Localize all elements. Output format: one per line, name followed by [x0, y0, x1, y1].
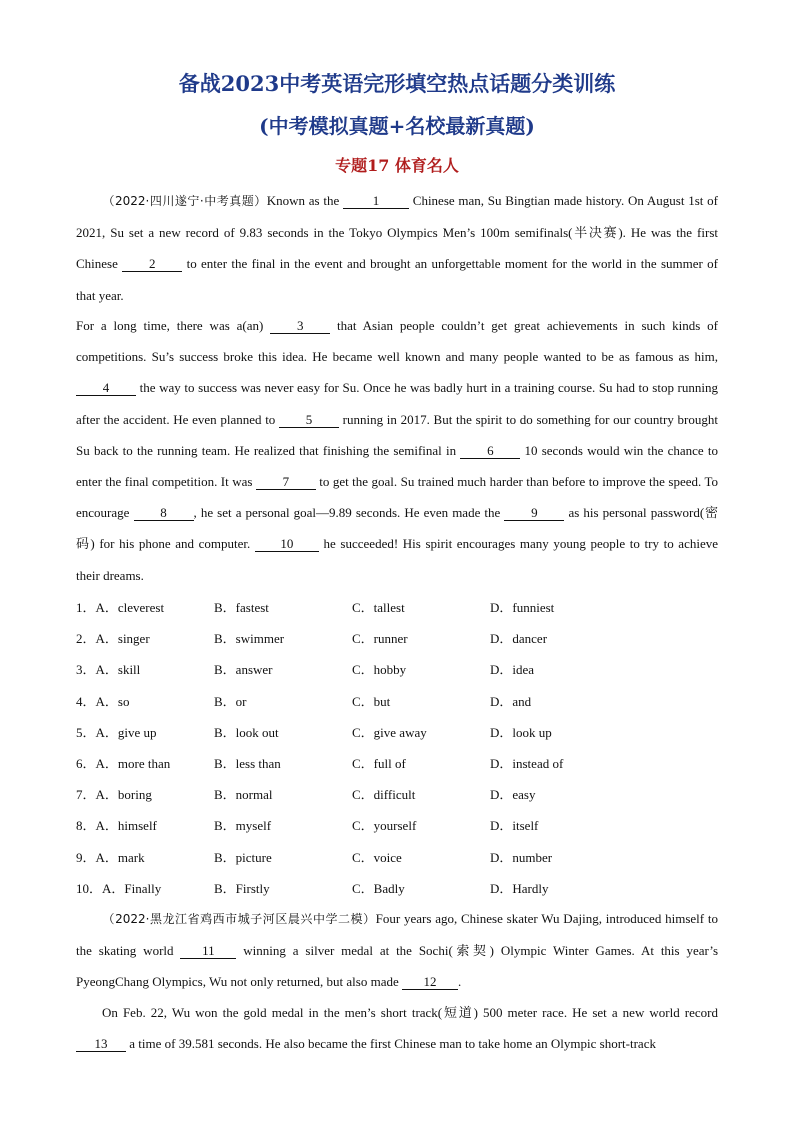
option-3-A[interactable]: 3．A．skill	[76, 662, 141, 678]
blank-2[interactable]: 2	[122, 257, 182, 272]
option-7-D[interactable]: D．easy	[490, 787, 536, 803]
option-5-B[interactable]: B．look out	[214, 724, 279, 740]
option-row-5	[76, 716, 718, 747]
blank-13[interactable]: 13	[76, 1037, 126, 1052]
passage1-paragraph1: （2022·四川遂宁·中考真题）Known as the 1 Chinese man, Su Bingtian made history. On August 1st of 2021, Su set a new record of 9.83 seconds in the Tokyo Olympics Men’s 100m semifinals(半决赛). He was the first Chinese 2 to enter the final in the event and brought an unforgettable moment for the world in the summer of that year.	[76, 193, 718, 303]
option-9-D[interactable]: D．number	[490, 849, 553, 865]
blank-3[interactable]: 3	[270, 319, 330, 334]
option-row-1	[76, 591, 718, 622]
options-list	[76, 591, 718, 903]
blank-5[interactable]: 5	[279, 413, 339, 428]
option-6-B[interactable]: B．less than	[214, 755, 281, 771]
option-5-C[interactable]: C．give away	[352, 724, 427, 740]
option-4-C[interactable]: C．but	[352, 693, 391, 709]
option-4-A[interactable]: 4．A．so	[76, 693, 130, 709]
option-9-C[interactable]: C．voice	[352, 849, 402, 865]
option-7-C[interactable]: C．difficult	[352, 787, 416, 803]
blank-1[interactable]: 1	[343, 194, 409, 209]
option-10-A[interactable]: 10．A．Finally	[76, 880, 162, 896]
blank-12[interactable]: 12	[402, 975, 458, 990]
option-4-D[interactable]: D．and	[490, 693, 532, 709]
source-label: （2022·四川遂宁·中考真题）	[102, 194, 267, 208]
option-5-A[interactable]: 5．A．give up	[76, 724, 157, 740]
option-7-A[interactable]: 7．A．boring	[76, 787, 152, 803]
option-3-D[interactable]: D．idea	[490, 662, 535, 678]
option-1-B[interactable]: B．fastest	[214, 600, 269, 615]
passage1-paragraph2: For a long time, there was a(an) 3 that Asian people couldn’t get great achievements in such kinds of competitions. Su’s success broke this idea. He became well known and many people wanted to be as famous as him, 4 the way to success was never easy for Su. Once he was badly hurt in a training course. Su had to stop running after the accident. He even planned to 5 running in 2017. But the spirit to do something for our country brought Su back to the running team. He realized that finishing the semifinal in 6 10 seconds would win the chance to enter the final competition. It was 7 to get the goal. Su trained much harder than before to improve the speed. To encourage 8 , he set a personal goal—9.89 seconds. He even made the 9 as his personal password(密码) for his phone and computer. 10 he succeeded! His spirit encourages many young people to try to achieve their dreams.	[76, 318, 719, 583]
option-2-D[interactable]: D．dancer	[490, 631, 548, 647]
source-label-2: （2022·黑龙江省鸡西市城子河区晨兴中学二模）	[102, 912, 376, 926]
option-1-A[interactable]: 1．A．cleverest	[76, 600, 165, 615]
option-2-A[interactable]: 2．A．singer	[76, 631, 150, 647]
option-8-B[interactable]: B．myself	[214, 818, 272, 834]
option-10-D[interactable]: D．Hardly	[490, 880, 549, 896]
document-title: 备战2023中考英语完形填空热点话题分类训练	[178, 71, 616, 96]
option-row-7	[76, 778, 718, 809]
blank-9[interactable]: 9	[504, 506, 564, 521]
option-9-B[interactable]: B．picture	[214, 849, 272, 865]
option-1-C[interactable]: C．tallest	[352, 600, 405, 615]
option-9-A[interactable]: 9．A．mark	[76, 849, 145, 865]
blank-7[interactable]: 7	[256, 475, 316, 490]
option-7-B[interactable]: B．normal	[214, 787, 273, 803]
option-5-D[interactable]: D．look up	[490, 724, 552, 740]
blank-8[interactable]: 8	[134, 506, 194, 521]
option-10-C[interactable]: C．Badly	[352, 880, 405, 896]
topic-heading: 专题17 体育名人	[335, 156, 459, 175]
option-4-B[interactable]: B．or	[214, 693, 247, 709]
option-row-3	[76, 653, 718, 684]
blank-4[interactable]: 4	[76, 381, 136, 396]
option-row-4	[76, 685, 718, 716]
option-8-C[interactable]: C．yourself	[352, 818, 417, 834]
option-row-2	[76, 622, 718, 653]
blank-11[interactable]: 11	[180, 944, 236, 959]
option-6-A[interactable]: 6．A．more than	[76, 755, 171, 771]
document-subtitle: (中考模拟真题+名校最新真题)	[259, 114, 535, 138]
option-2-B[interactable]: B．swimmer	[214, 631, 285, 647]
option-row-9	[76, 841, 718, 872]
passage2-paragraph1: （2022·黑龙江省鸡西市城子河区晨兴中学二模）Four years ago, Chinese skater Wu Dajing, introduced himself to the skating world 11 winning a silver medal at the Sochi(索契) Olympic Winter Games. At this year’s PyeongChang Olympics, Wu not only returned, but also made 12 .	[76, 911, 718, 990]
option-2-C[interactable]: C．runner	[352, 631, 408, 647]
option-8-D[interactable]: D．itself	[490, 818, 539, 834]
option-10-B[interactable]: B．Firstly	[214, 880, 270, 896]
option-3-B[interactable]: B．answer	[214, 662, 273, 678]
option-row-8	[76, 809, 718, 840]
blank-6[interactable]: 6	[460, 444, 520, 459]
option-1-D[interactable]: D．funniest	[490, 600, 555, 615]
option-row-10	[76, 872, 718, 903]
blank-10[interactable]: 10	[255, 537, 319, 552]
option-row-6	[76, 747, 718, 778]
option-3-C[interactable]: C．hobby	[352, 662, 407, 678]
option-6-D[interactable]: D．instead of	[490, 755, 564, 771]
option-8-A[interactable]: 8．A．himself	[76, 818, 157, 834]
passage2-paragraph2: On Feb. 22, Wu won the gold medal in the men’s short track(短道) 500 meter race. He set a new world record 13 a time of 39.581 seconds. He also became the first Chinese man to take home an Olympic short-track	[76, 997, 718, 1059]
option-6-C[interactable]: C．full of	[352, 755, 406, 771]
